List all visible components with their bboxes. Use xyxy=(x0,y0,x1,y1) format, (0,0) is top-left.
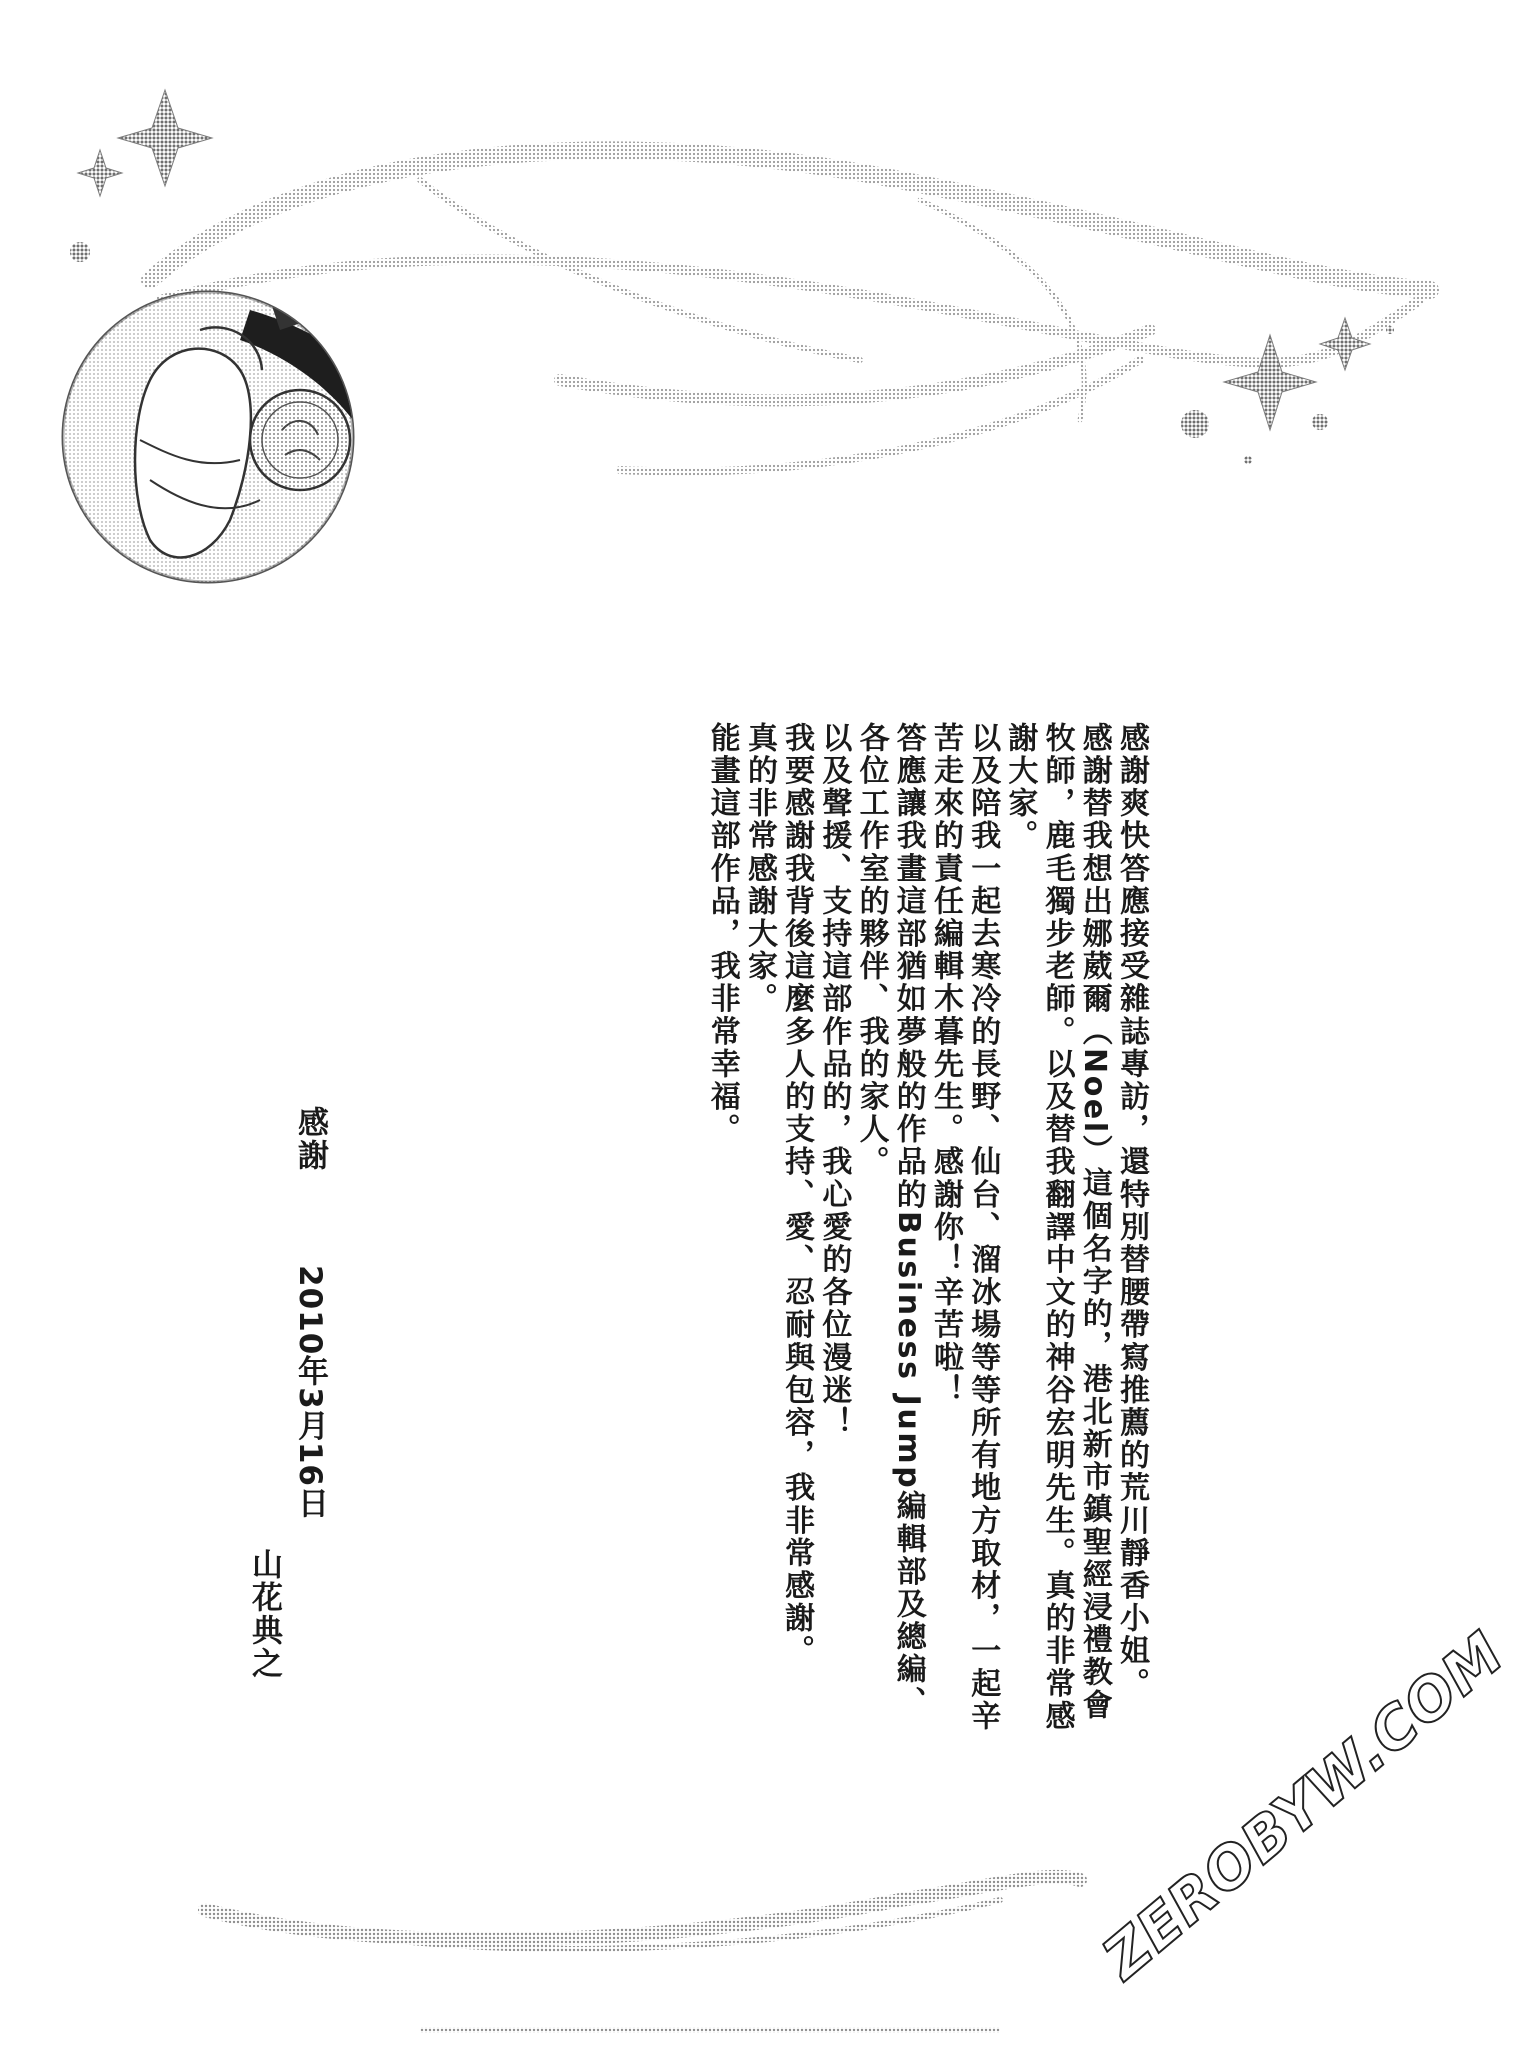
afterword-paragraph: 感謝替我想出娜葳爾（Noel）這個名字的，港北新市鎮聖經浸禮教會牧師，鹿毛獨步老師。以及替我翻譯中文的神谷宏明先生。真的非常感謝大家。 xyxy=(1002,722,1112,1733)
afterword-paragraph: 答應讓我畫這部猶如夢般的作品的Business Jump編輯部及總編、各位工作室的夥伴、我的家人。 xyxy=(853,722,926,1719)
afterword-paragraph: 我要感謝我背後這麼多人的支持、愛、忍耐與包容，我非常感謝。 xyxy=(779,722,815,1668)
afterword-paragraph: 以及聲援、支持這部作品的，我心愛的各位漫迷！ xyxy=(816,722,852,1440)
afterword-paragraph: 真的非常感謝大家。 xyxy=(741,722,777,1016)
afterword-paragraph: 以及陪我一起去寒冷的長野、仙台、溜冰場等等所有地方取材，一起辛苦走來的責任編輯木暮先生。感謝你！辛苦啦！ xyxy=(927,722,1001,1733)
afterword-paragraph: 感謝爽快答應接受雜誌專訪，還特別替腰帶寫推薦的荒川靜香小姐。 xyxy=(1114,722,1149,1700)
signature-date: 2010年3月16日 xyxy=(292,1265,328,1519)
signature-author: 山花典之 xyxy=(246,1548,282,1680)
site-watermark: ZEROBYW.COM xyxy=(1090,1618,1517,1993)
header-illustration xyxy=(0,0,1440,620)
afterword-text xyxy=(704,722,1150,1742)
signature-title: 感謝 xyxy=(292,1106,328,1172)
afterword-paragraph: 能畫這部作品，我非常幸福。 xyxy=(704,722,740,1146)
circular-vignette xyxy=(60,290,420,590)
